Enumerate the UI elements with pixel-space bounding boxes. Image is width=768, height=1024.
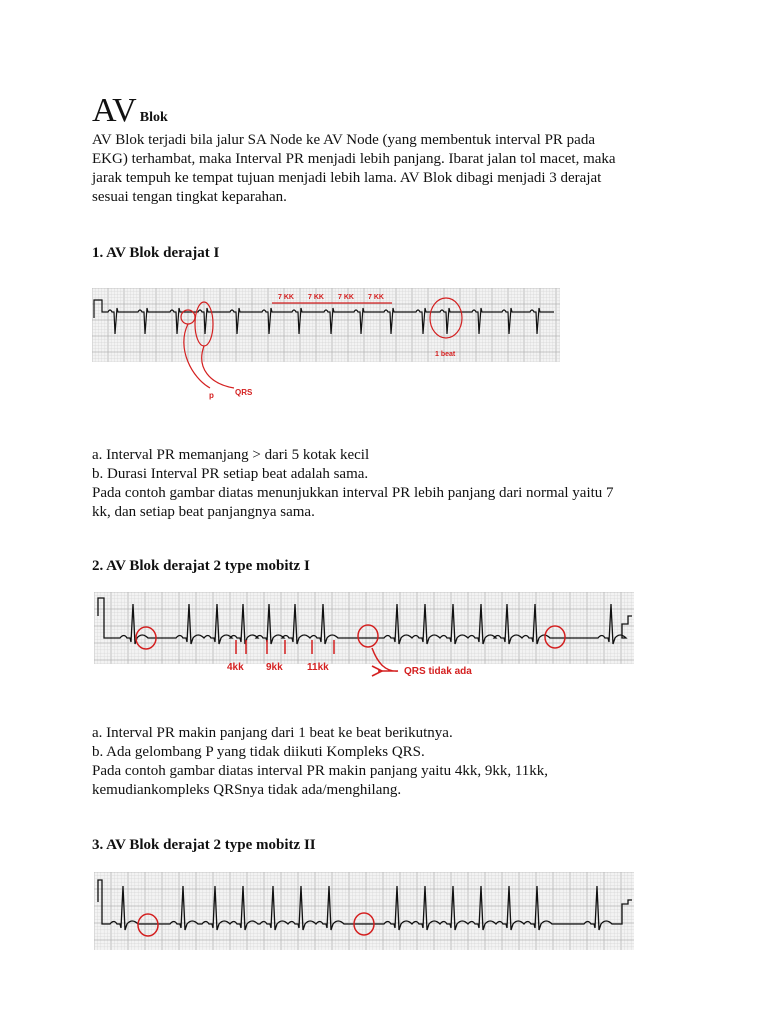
kk-label-1: 7 KK bbox=[278, 294, 294, 301]
intro-line: jarak tempuh ke tempat tujuan menjadi lebih lama. AV Blok dibagi menjadi 3 derajat bbox=[92, 170, 602, 186]
page-title bbox=[92, 94, 168, 128]
section-heading-3: 3. AV Blok derajat 2 type mobitz II bbox=[92, 837, 316, 853]
interval-label-4kk: 4kk bbox=[227, 662, 244, 673]
note-line: b. Ada gelombang P yang tidak diikuti Kompleks QRS. bbox=[92, 744, 425, 760]
kk-label-2: 7 KK bbox=[308, 294, 324, 301]
note-line: kemudiankompleks QRSnya tidak ada/menghilang. bbox=[92, 782, 402, 798]
note-line: Pada contoh gambar diatas interval PR makin panjang yaitu 4kk, 9kk, 11kk, bbox=[92, 763, 549, 779]
note-line: b. Durasi Interval PR setiap beat adalah sama. bbox=[92, 466, 369, 482]
qrs-label: QRS bbox=[235, 388, 253, 397]
note-line: a. Interval PR makin panjang dari 1 beat ke beat berikutnya. bbox=[92, 725, 453, 741]
note-line: kk, dan setiap beat panjangnya sama. bbox=[92, 504, 315, 520]
kk-label-4: 7 KK bbox=[368, 294, 384, 301]
section-heading-1: 1. AV Blok derajat I bbox=[92, 245, 220, 261]
ecg-figure-1 bbox=[92, 288, 560, 406]
section-heading-2: 2. AV Blok derajat 2 type mobitz I bbox=[92, 558, 310, 574]
intro-paragraph bbox=[92, 131, 692, 207]
section-1-notes bbox=[92, 446, 692, 522]
intro-line: EKG) terhambat, maka Interval PR menjadi lebih panjang. Ibarat jalan tol macet, maka bbox=[92, 151, 616, 167]
beat-label: 1 beat bbox=[435, 351, 456, 358]
title-sub: Blok bbox=[139, 110, 168, 125]
p-label: p bbox=[209, 391, 214, 400]
kk-label-3: 7 KK bbox=[338, 294, 354, 301]
ecg-figure-3 bbox=[94, 872, 634, 952]
section-2-notes bbox=[92, 724, 692, 800]
title-main: AV bbox=[92, 92, 137, 129]
intro-line: sesuai tengan tingkat keparahan. bbox=[92, 189, 287, 205]
note-line: Pada contoh gambar diatas menunjukkan interval PR lebih panjang dari normal yaitu 7 bbox=[92, 485, 614, 501]
intro-line: AV Blok terjadi bila jalur SA Node ke AV Node (yang membentuk interval PR pada bbox=[92, 132, 595, 148]
missing-qrs-label: QRS tidak ada bbox=[404, 666, 472, 677]
ecg-figure-2 bbox=[94, 592, 634, 684]
interval-label-9kk: 9kk bbox=[266, 662, 283, 673]
note-line: a. Interval PR memanjang > dari 5 kotak kecil bbox=[92, 447, 370, 463]
interval-label-11kk: 11kk bbox=[307, 662, 329, 673]
